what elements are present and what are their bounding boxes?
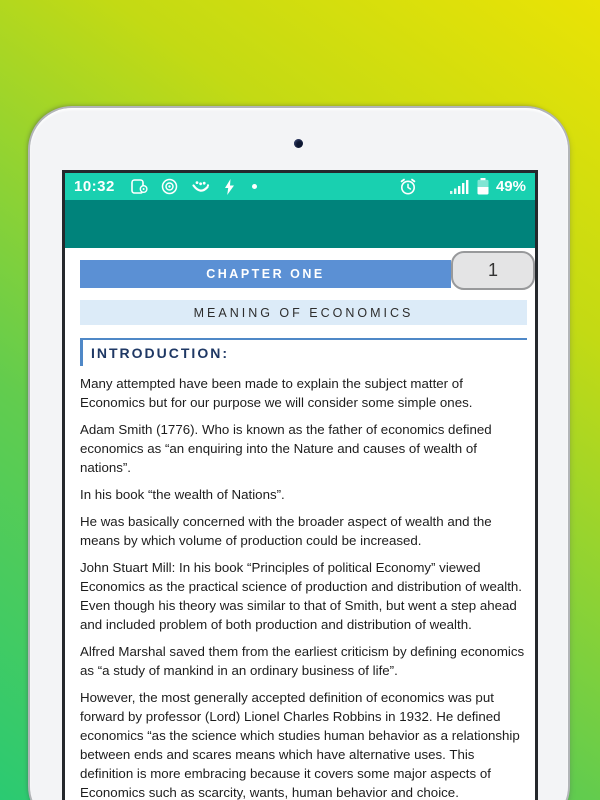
app-toolbar <box>65 200 535 248</box>
charging-bolt-icon <box>224 179 235 195</box>
page-number: 1 <box>487 260 498 280</box>
palm-gesture-icon <box>191 179 211 195</box>
document-title-bar <box>80 300 527 325</box>
paragraph: He was basically concerned with the broader aspect of wealth and the means by which volume of production could be increased. <box>80 514 492 548</box>
status-bar <box>65 173 535 200</box>
chapter-header-row <box>80 251 527 290</box>
status-bar-left <box>74 178 257 195</box>
device-screen <box>62 170 538 800</box>
battery-icon <box>477 178 489 195</box>
clock-time: 10:32 <box>74 178 115 195</box>
hotspot-icon <box>161 178 178 195</box>
alarm-icon <box>399 178 417 195</box>
section-heading <box>80 338 527 366</box>
tablet-device-frame <box>30 108 568 800</box>
signal-strength-icon <box>450 179 470 194</box>
chapter-title-bar <box>80 260 451 288</box>
paragraph: Alfred Marshal saved them from the earliest criticism by defining economics as “a study of mankind in an ordinary business of life”. <box>80 644 525 678</box>
section-heading-label: INTRODUCTION: <box>91 345 229 361</box>
battery-percent: 49% <box>495 178 526 195</box>
notification-dot-icon <box>252 184 257 189</box>
front-camera <box>294 139 303 148</box>
chapter-title: CHAPTER ONE <box>206 267 325 281</box>
paragraph: John Stuart Mill: In his book “Principles of political Economy” viewed Economics as the practical science of production and distribution of wealth. Even though his theory was similar to that of Smith, but went a step ahead and included problem of both production and distribution of wealth. <box>80 560 522 632</box>
paragraph: Many attempted have been made to explain the subject matter of Economics but for our purpose we will consider some simple ones. <box>80 376 473 410</box>
status-bar-right <box>399 178 526 195</box>
paragraph: Adam Smith (1776). Who is known as the father of economics defined economics as “an enquiring into the Nature and causes of wealth of nations”. <box>80 422 492 475</box>
smart-view-icon <box>131 179 148 195</box>
document-page[interactable] <box>65 251 535 800</box>
paragraph: In his book “the wealth of Nations”. <box>80 487 285 502</box>
paragraph: However, the most generally accepted definition of economics was put forward by professor (Lord) Lionel Charles Robbins in 1932. He defined economics “as the science which studies human behavior as a relationship between ends and scares means which have alternative uses. This definition is more embracing because it covers some major aspects of Economics such as scarcity, wants, human behavior and choice. <box>80 690 520 800</box>
document-title: MEANING OF ECONOMICS <box>193 305 414 320</box>
page-number-tab[interactable] <box>451 251 535 290</box>
